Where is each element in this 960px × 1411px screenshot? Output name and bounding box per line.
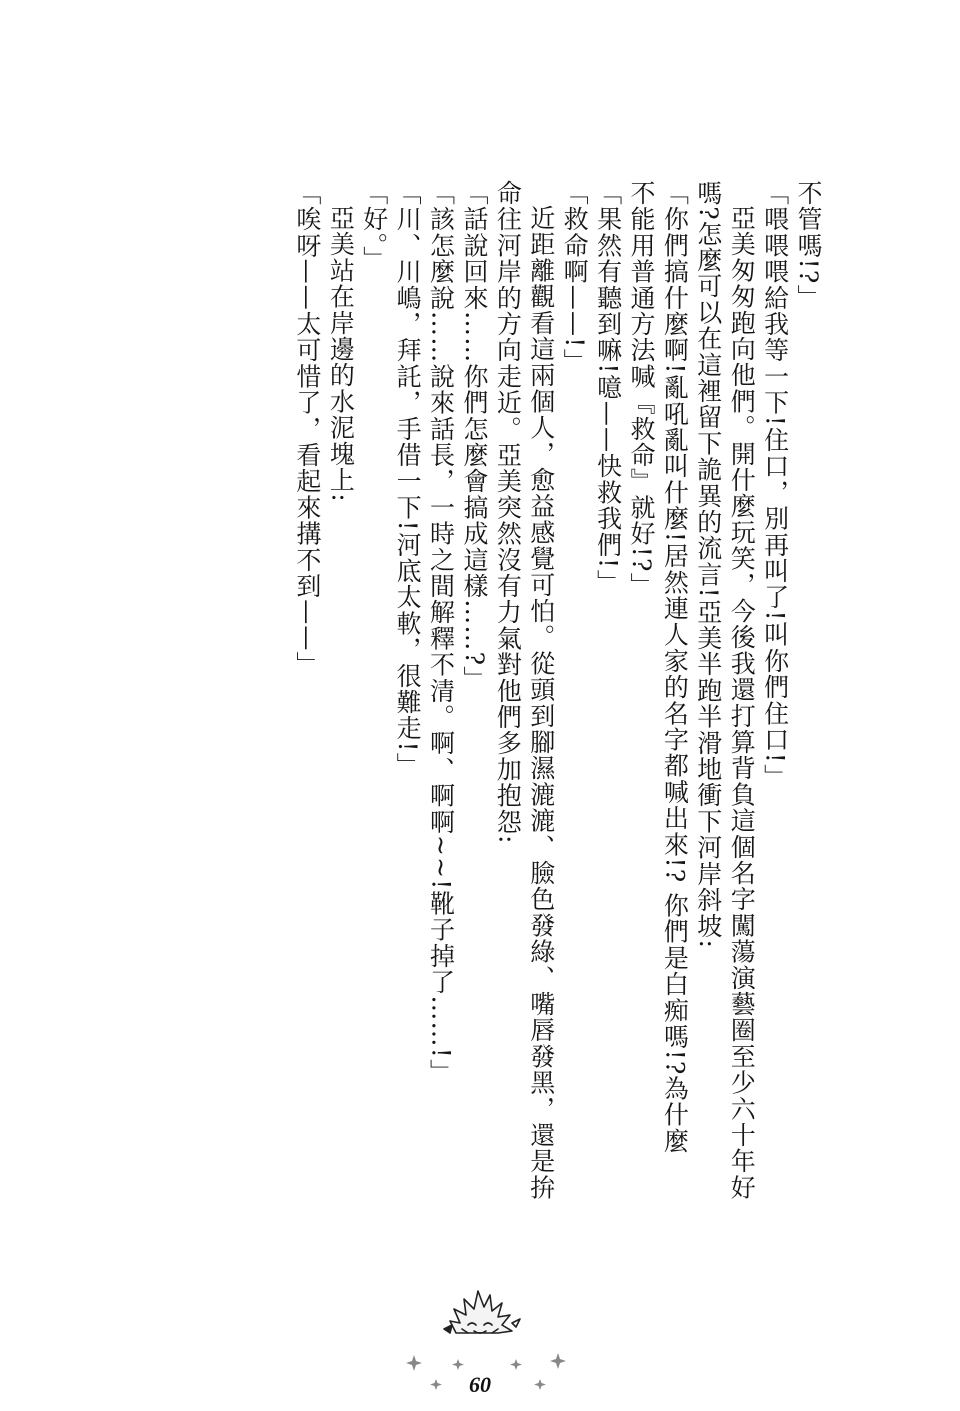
text-column: 不能用普通方法喊『救命』就好!?」 — [626, 180, 656, 599]
text-column: 「你們搞什麼啊!亂吼亂叫什麼!居然連人家的名字都喊出來!? 你們是白痴嗎!?為什麼 — [660, 180, 690, 1155]
chibi-dragon-icon — [432, 1275, 528, 1345]
text-column: 命往河岸的方向走近。亞美突然沒有力氣對他們多加抱怨: — [493, 180, 523, 845]
text-column: 亞美站在岸邊的水泥塊上: — [326, 205, 356, 503]
text-column: 近距離觀看這兩個人，愈益感覺可怕。從頭到腳濕漉漉、臉色發綠、嘴唇發黑，還是拚 — [526, 205, 556, 1201]
text-column: 不管嗎!?」 — [794, 180, 823, 311]
text-column: 亞美匆匆跑向他們。開什麼玩笑，今後我還打算背負這個名字闖蕩演藝圈至少六十年好 — [727, 205, 757, 1201]
text-column: 「話說回來……你們怎麼會搞成這樣……?」 — [459, 180, 489, 693]
text-column: 「果然有聽到嘛!噫——快救我們!」 — [593, 180, 623, 596]
text-column: 「救命啊——!」 — [560, 180, 590, 375]
vertical-text-body — [125, 180, 825, 1280]
text-column: 「川、川嶋，拜託，手借一下!河底太軟，很難走!」 — [393, 180, 423, 779]
text-column: 嗎?怎麼可以在這裡留下詭異的流言!亞美半跑半滑地衝下河岸斜坡: — [693, 180, 723, 950]
text-column: 「唉呀——太可惜了，看起來搆不到——」 — [292, 180, 322, 678]
text-column: 「喂喂喂給我等一下!住口，別再叫了!叫你們住口!」 — [760, 180, 790, 791]
text-column: 「該怎麼說……說來話長，一時之間解釋不清。啊、啊啊~~!靴子掉了……!」 — [426, 180, 456, 1086]
page-number: 60 — [469, 1372, 491, 1397]
text-column: 「好。」 — [359, 180, 389, 273]
